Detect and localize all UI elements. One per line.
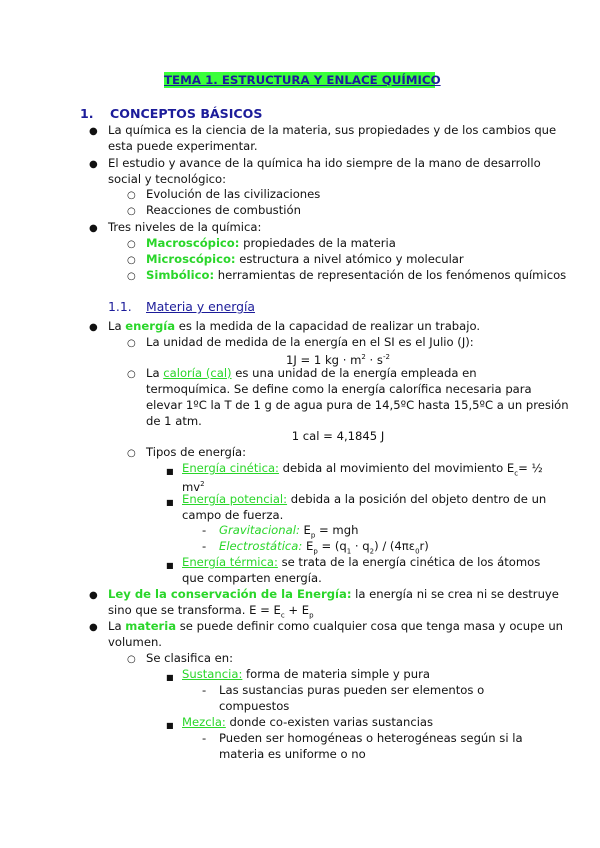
paragraph-line: El estudio y avance de la química ha ido siempre de la mano de desarrollo [108, 156, 541, 170]
paragraph-line: Las sustancias puras pueden ser elementos o [219, 683, 485, 697]
term: energía [125, 319, 176, 333]
bullet-dot: ● [89, 159, 98, 170]
term: Electrostática: [219, 539, 303, 553]
paragraph-line: Se clasifica en: [146, 651, 233, 665]
list-item [146, 268, 566, 283]
bullet-dot: ● [89, 322, 98, 333]
equation: 1 cal = 4,1845 J [291, 429, 385, 443]
term: Mezcla: [182, 715, 226, 729]
section-number: 1. [80, 106, 94, 121]
list-item [146, 236, 396, 251]
list-item [146, 252, 464, 267]
text: forma de materia simple y pura [242, 667, 430, 681]
text: donde co-existen varias sustancias [225, 715, 434, 729]
paragraph-line: compuestos [219, 699, 290, 713]
text: · q [351, 539, 370, 553]
eq-sub: p [310, 531, 316, 540]
bullet-dash: - [202, 731, 207, 745]
paragraph-line: Tres niveles de la química: [108, 220, 262, 234]
eq-sub: c [514, 469, 519, 478]
bullet-square: ■ [166, 561, 174, 570]
text: E [302, 539, 314, 553]
paragraph-line [108, 619, 563, 634]
paragraph-line [146, 366, 477, 381]
bullet-dash: - [202, 523, 207, 537]
paragraph-line: que comparten energía. [182, 571, 322, 585]
paragraph-line [108, 319, 480, 334]
term: Macroscópico: [146, 236, 240, 250]
eq-sub: 0 [415, 547, 420, 556]
eq-sub: c [280, 611, 285, 620]
text: = ½ [518, 461, 543, 475]
bullet-circle: ○ [127, 338, 136, 349]
text: = (q [317, 539, 347, 553]
paragraph-line [182, 715, 433, 730]
text: se puede definir como cualquier cosa que tenga masa y ocupe un [176, 619, 564, 633]
text: ) / (4πε [374, 539, 416, 553]
bullet-circle: ○ [127, 369, 136, 380]
subsection-title-text: Materia y energía [146, 299, 255, 314]
bullet-circle: ○ [127, 239, 136, 250]
paragraph-line: esta puede experimentar. [108, 139, 258, 153]
bullet-square: ■ [166, 467, 174, 476]
paragraph-line [182, 555, 540, 570]
bullet-dot: ● [89, 223, 98, 234]
term-text: herramientas de representación de los fenómenos químicos [214, 268, 567, 282]
eq-part: 1J = 1 kg · m [286, 352, 362, 367]
paragraph-line: termoquímica. Se define como la energía calorífica necesaria para [146, 382, 532, 396]
bullet-dot: ● [89, 126, 98, 137]
eq-sub: p [309, 611, 314, 620]
paragraph-line: La química es la ciencia de la materia, sus propiedades y de los cambios que [108, 123, 557, 137]
eq-sub: 1 [346, 547, 352, 556]
eq-sup: 2 [361, 353, 366, 361]
text: = mgh [315, 523, 359, 537]
eq-sub: 2 [369, 547, 375, 556]
text: la energía ni se crea ni se destruye [351, 587, 559, 601]
text: La [108, 319, 126, 333]
term: Gravitacional: [219, 523, 300, 537]
bullet-square: ■ [166, 498, 174, 507]
eq-part: · s [365, 352, 383, 367]
paragraph-line: Tipos de energía: [146, 445, 247, 459]
list-item: Reacciones de combustión [146, 203, 301, 217]
page-title: TEMA 1. ESTRUCTURA Y ENLACE QUÍMICO [164, 73, 441, 87]
bullet-dash: - [202, 539, 207, 553]
section-title: CONCEPTOS BÁSICOS [110, 106, 263, 121]
text: se trata de la energía cinética de los átomos [277, 555, 541, 569]
eq-sup: -2 [382, 353, 390, 361]
bullet-dash: - [202, 683, 207, 697]
text: es la medida de la capacidad de realizar un trabajo. [175, 319, 481, 333]
bullet-circle: ○ [127, 271, 136, 282]
paragraph-line [182, 461, 543, 481]
text: La [146, 366, 164, 380]
paragraph-line: campo de fuerza. [182, 508, 284, 522]
paragraph-line: Pueden ser homogéneas o heterogéneas según si la [219, 731, 523, 745]
text: debida al movimiento del movimiento E [278, 461, 515, 475]
bullet-circle: ○ [127, 255, 136, 266]
term-text: estructura a nivel atómico y molecular [235, 252, 464, 266]
bullet-circle: ○ [127, 654, 136, 665]
term: Energía térmica: [182, 555, 278, 569]
text: r) [419, 539, 429, 553]
term: Ley de la conservación de la Energía: [108, 587, 352, 601]
term: caloría (cal) [163, 366, 232, 380]
paragraph-line: elevar 1ºC la T de 1 g de agua pura de 14,5ºC hasta 15,5ºC a un presión [146, 398, 569, 412]
bullet-square: ■ [166, 721, 174, 730]
subsection-number: 1.1. [108, 299, 132, 314]
term: Energía potencial: [182, 492, 288, 506]
paragraph-line: de 1 atm. [146, 414, 202, 428]
text: mv [182, 479, 201, 494]
text: sino que se transforma. E = E [108, 603, 281, 617]
term: Energía cinética: [182, 461, 279, 475]
bullet-circle: ○ [127, 448, 136, 459]
bullet-dot: ● [89, 622, 98, 633]
term: Sustancia: [182, 667, 243, 681]
eq-sub: p [313, 547, 318, 556]
text: + E [284, 603, 310, 617]
paragraph-line: La unidad de medida de la energía en el SI es el Julio (J): [146, 335, 474, 349]
text: es una unidad de la energía empleada en [231, 366, 477, 380]
paragraph-line [182, 667, 430, 682]
term-text: propiedades de la materia [239, 236, 396, 250]
text: E [299, 523, 311, 537]
text: La [108, 619, 126, 633]
paragraph-line: volumen. [108, 635, 162, 649]
text: debida a la posición del objeto dentro de un [287, 492, 547, 506]
eq-sup: 2 [200, 480, 205, 488]
subsection-title [146, 299, 255, 314]
term: materia [125, 619, 177, 633]
paragraph-line [182, 492, 546, 507]
paragraph-line: materia es uniforme o no [219, 747, 366, 761]
term: Simbólico: [146, 268, 215, 282]
bullet-circle: ○ [127, 190, 136, 201]
bullet-circle: ○ [127, 206, 136, 217]
bullet-dot: ● [89, 590, 98, 601]
list-item: Evolución de las civilizaciones [146, 187, 321, 201]
bullet-square: ■ [166, 673, 174, 682]
paragraph-line [108, 587, 559, 602]
paragraph-line: social y tecnológico: [108, 172, 227, 186]
term: Microscópico: [146, 252, 236, 266]
